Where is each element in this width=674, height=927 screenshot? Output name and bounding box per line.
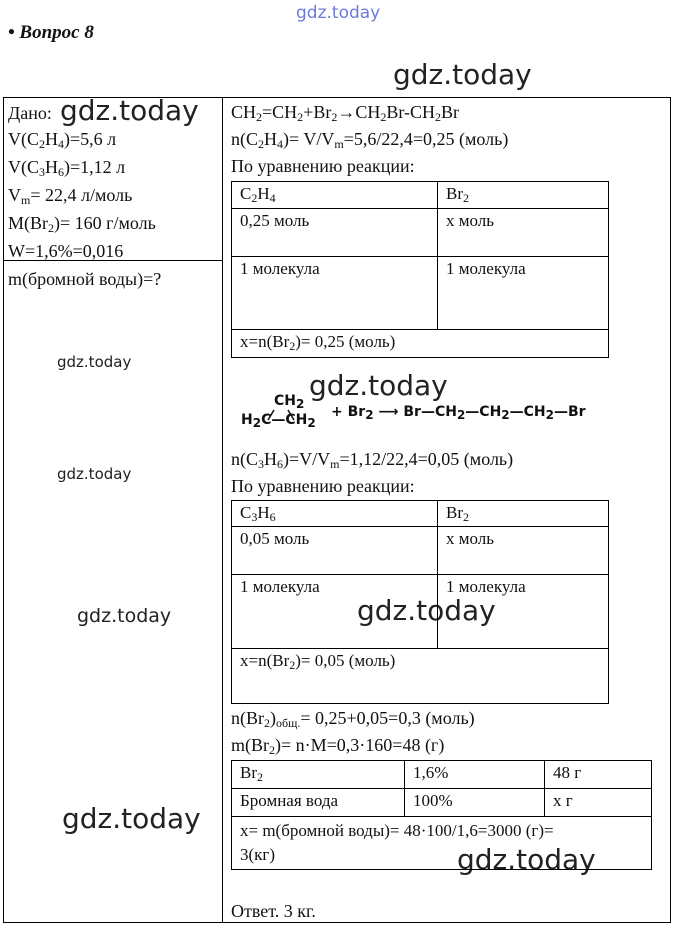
watermark: gdz.today [57, 353, 132, 371]
given-line: $V(C_2H_4)=5,6$ л [8, 129, 117, 151]
ring-reaction-products: + $Br_2$ ⟶ $Br—CH_2—CH_2—CH_2—Br$ [331, 404, 586, 422]
table-cell: $Br_2$ [232, 761, 405, 789]
table-cell: 100% [405, 789, 545, 817]
table-cell: 1 молекула [438, 575, 609, 649]
table-cell: Бромная вода [232, 789, 405, 817]
table-cell: 1 молекула [232, 575, 438, 649]
watermark: gdz.today [357, 594, 496, 627]
moles-ethene: $n(C_2H_4)= V/V_m=5,6/22,4=0,25$ (моль) [231, 129, 509, 151]
watermark-top: gdz.today [296, 3, 381, 23]
bromine-mass: $m(Br_2)= n\cdot M=0,3\cdot 160=48$ (г) [231, 735, 445, 757]
total-bromine-moles: $n(Br_2)_{общ.}= 0,25+0,05=0,3$ (моль) [231, 708, 475, 730]
table-cell: 1,6% [405, 761, 545, 789]
table-header: $Br_2$ [438, 182, 609, 209]
given-line: W=1,6%=0,016 [8, 241, 124, 261]
table-header: $C_3H_6$ [232, 501, 438, 527]
table-cell: 0,05 моль [232, 527, 438, 575]
watermark: gdz.today [393, 58, 532, 91]
ring-top-group: $CH_2$ [274, 393, 305, 411]
table-footer: $x=n(Br_2)= 0,25$ (моль) [232, 330, 609, 358]
table-cell: x моль [438, 527, 609, 575]
find-line: m(бромной воды)=? [8, 269, 162, 289]
given-line: $V_m= 22,4$ л/моль [8, 185, 133, 207]
table-cell: x г [545, 789, 652, 817]
table-header: $Br_2$ [438, 501, 609, 527]
proportion-table [231, 760, 652, 870]
table-cell: 1 молекула [232, 257, 438, 330]
watermark: gdz.today [62, 802, 201, 835]
watermark: gdz.today [57, 465, 132, 483]
watermark: gdz.today [77, 605, 172, 627]
table-footer: x= m(бромной воды)= 48·100/1,6=3000 (г)= 3(кг) [232, 817, 652, 870]
table-footer: $x=n(Br_2)= 0,05$ (моль) [232, 649, 609, 704]
watermark: gdz.today [60, 94, 199, 127]
watermark: gdz.today [457, 843, 596, 876]
given-line: $M(Br_2)= 160$ г/моль [8, 213, 156, 235]
column-divider [222, 97, 223, 923]
table-cell: 0,25 моль [232, 209, 438, 257]
given-line: $V(C_3H_6)=1,12$ л [8, 157, 126, 179]
table-cell: x моль [438, 209, 609, 257]
table-header: $C_2H_4$ [232, 182, 438, 209]
table-cell: 48 г [545, 761, 652, 789]
by-equation-label: По уравнению реакции: [231, 156, 415, 176]
ratio-table-1 [231, 181, 609, 358]
reaction-equation-1: $CH_2=CH_2+Br_2\to CH_2Br-CH_2Br$ [231, 102, 459, 124]
ring-left-group: $H_2C—CH_2$ [241, 412, 316, 430]
watermark: gdz.today [309, 369, 448, 402]
by-equation-label: По уравнению реакции: [231, 476, 415, 496]
question-heading: • Вопрос 8 [8, 22, 94, 43]
answer: Ответ. 3 кг. [231, 901, 316, 921]
table-cell: 1 молекула [438, 257, 609, 330]
ratio-table-2 [231, 500, 609, 704]
moles-cyclopropane: $n(C_3H_6)=V/V_m=1,12/22,4=0,05$ (моль) [231, 449, 514, 471]
given-label: Дано: [8, 103, 52, 123]
